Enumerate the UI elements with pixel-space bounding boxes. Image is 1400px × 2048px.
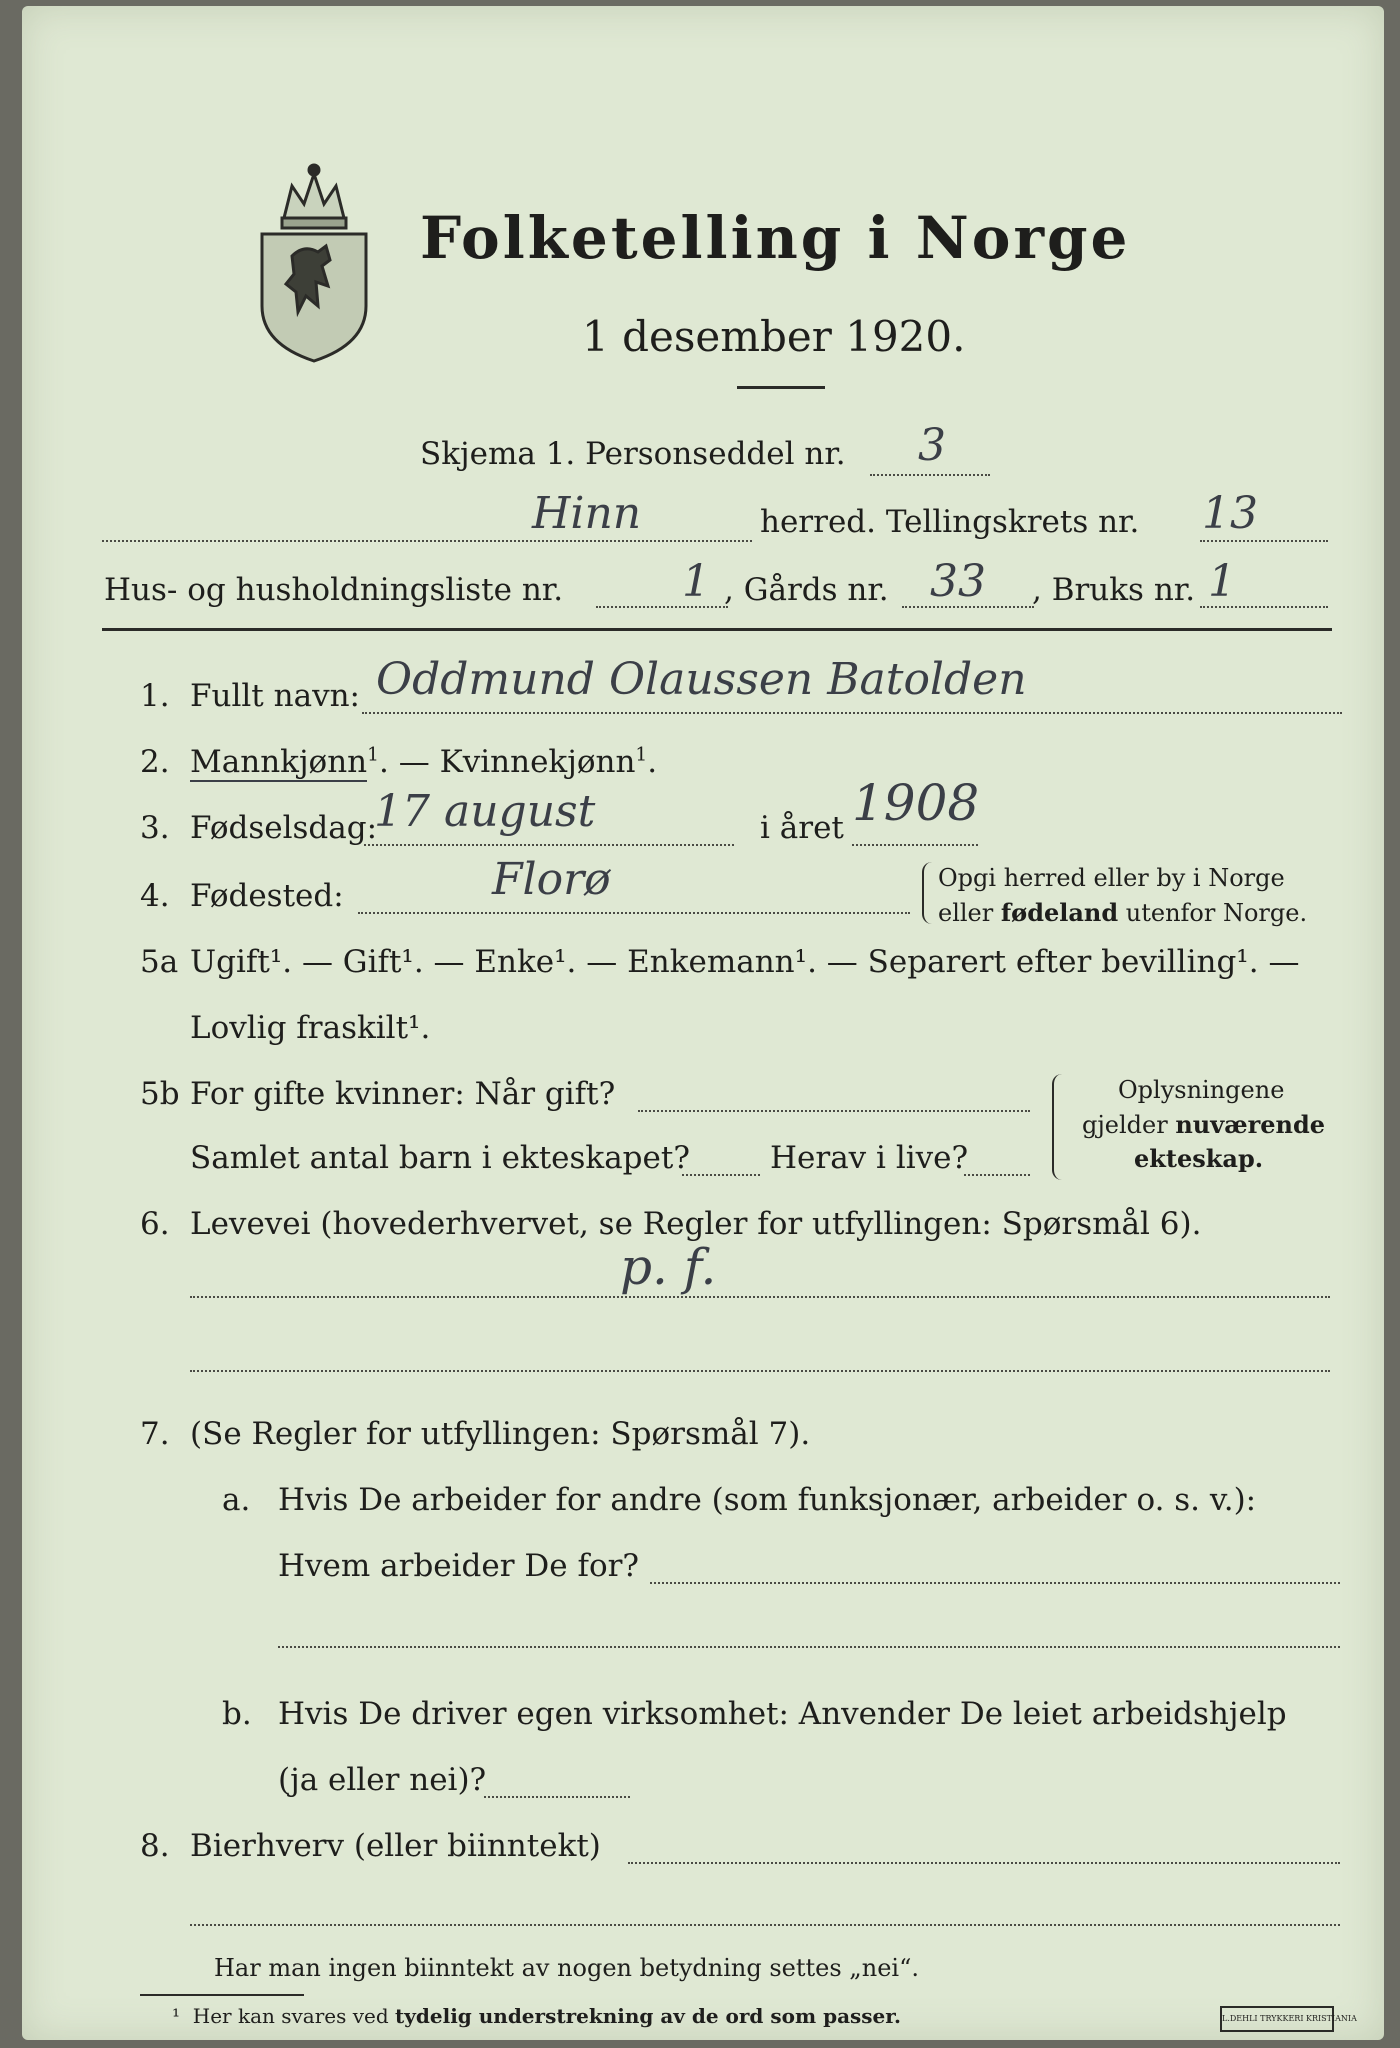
q8-label: Bierhverv (eller biinntekt) — [190, 1828, 601, 1864]
q2-gender-options: Mannkjønn$^1$. — Kvinnekjønn$^1$. — [190, 744, 658, 780]
q5b-married-line — [638, 1110, 1030, 1112]
q4-note-line1: Opgi herred eller by i Norge — [938, 864, 1285, 892]
q7a-line1: Hvis De arbeider for andre (som funksjonær, arbeider o. s. v.): — [278, 1482, 1257, 1518]
q6-line1 — [190, 1296, 1330, 1298]
personseddel-nr[interactable]: 3 — [918, 420, 946, 471]
q6-line2 — [190, 1370, 1330, 1372]
q8-number: 8. — [140, 1828, 170, 1864]
full-name-value[interactable]: Oddmund Olaussen Batolden — [376, 654, 1027, 705]
q5b-brace — [1052, 1074, 1066, 1180]
q6-label: Levevei (hovederhvervet, se Regler for utfyllingen: Spørsmål 6). — [190, 1206, 1202, 1242]
hus-nr[interactable]: 1 — [682, 556, 710, 607]
q7b-number: b. — [222, 1696, 252, 1732]
q7a-line2: Hvem arbeider De for? — [278, 1548, 640, 1584]
census-date: 1 desember 1920. — [582, 312, 966, 361]
q5b-alive-label: Herav i live? — [770, 1140, 969, 1176]
q8-answer-line1 — [628, 1862, 1340, 1864]
q5a-line2: Lovlig fraskilt¹. — [190, 1010, 431, 1046]
q1-label: Fullt navn: — [190, 678, 360, 714]
form-title: Folketelling i Norge — [420, 204, 1131, 272]
q4-brace — [922, 862, 934, 924]
header-divider — [102, 628, 1332, 631]
printer-stamp: L.DEHLI TRYKKERI KRISTIANIA — [1220, 2006, 1334, 2032]
q5b-married-when: For gifte kvinner: Når gift? — [190, 1076, 616, 1112]
q3-number: 3. — [140, 810, 170, 846]
q3-day-line — [364, 844, 734, 846]
q3-year-line — [852, 844, 978, 846]
norwegian-lion-crest-icon — [254, 156, 374, 366]
q7b-answer-line — [484, 1796, 630, 1798]
q5b-children-line — [682, 1174, 760, 1176]
herred-line — [102, 540, 752, 542]
q1-line — [362, 712, 1342, 714]
q4-note-line2: eller fødeland utenfor Norge. — [938, 898, 1308, 927]
q4-number: 4. — [140, 878, 170, 914]
q4-line — [358, 912, 910, 914]
female-option[interactable]: Kvinnekjønn — [439, 744, 636, 780]
herred-label: herred. Tellingskrets nr. — [760, 504, 1140, 540]
q7b-line1: Hvis De driver egen virksomhet: Anvender De leiet arbeidshjelp — [278, 1696, 1287, 1732]
gards-nr[interactable]: 33 — [930, 556, 986, 607]
q6-number: 6. — [140, 1206, 170, 1242]
q5b-note1: Oplysningene — [1118, 1076, 1285, 1104]
q5b-alive-line — [964, 1174, 1030, 1176]
title-divider — [737, 386, 825, 389]
q7a-answer-line2 — [278, 1646, 1340, 1648]
q7a-answer-line1 — [650, 1582, 1340, 1584]
q7b-line2: (ja eller nei)? — [278, 1762, 487, 1798]
tellingskrets-line — [1200, 540, 1328, 542]
q4-label: Fødested: — [190, 878, 344, 914]
q2-number: 2. — [140, 744, 170, 780]
q5b-note3: ekteskap. — [1134, 1144, 1264, 1173]
male-option[interactable]: Mannkjønn — [190, 744, 368, 780]
q7-label: (Se Regler for utfyllingen: Spørsmål 7). — [190, 1416, 811, 1452]
q5a-line1: Ugift¹. — Gift¹. — Enke¹. — Enkemann¹. — Separert efter bevilling¹. — — [190, 944, 1300, 980]
footnote: ¹ Her kan svares ved tydelig understrekning av de ord som passer. — [172, 2004, 901, 2028]
herred-value[interactable]: Hinn — [532, 488, 642, 539]
census-form — [22, 6, 1384, 2040]
personseddel-line — [870, 474, 990, 476]
occupation-value[interactable]: p. f. — [620, 1238, 717, 1296]
q5b-number: 5b — [140, 1076, 180, 1112]
q3-label: Fødselsdag: — [190, 810, 378, 846]
q7a-number: a. — [222, 1482, 251, 1518]
tellingskrets-nr[interactable]: 13 — [1202, 488, 1258, 539]
q5a-number: 5a — [140, 944, 179, 980]
schema-label: Skjema 1. Personseddel nr. — [420, 436, 846, 472]
q7-number: 7. — [140, 1416, 170, 1452]
birth-year-value[interactable]: 1908 — [852, 774, 980, 832]
bruks-nr[interactable]: 1 — [1208, 556, 1236, 607]
bruks-label: , Bruks nr. — [1032, 572, 1196, 608]
q5b-note2: gjelder nuværende — [1082, 1110, 1326, 1139]
q8-answer-line2 — [190, 1924, 1340, 1926]
birthplace-value[interactable]: Florø — [492, 854, 611, 905]
q5b-children-label: Samlet antal barn i ekteskapet? — [190, 1140, 690, 1176]
hus-label: Hus- og husholdningsliste nr. — [104, 572, 564, 608]
q3-year-label: i året — [760, 810, 844, 846]
birth-day-value[interactable]: 17 august — [374, 786, 596, 837]
footnote-divider — [140, 1994, 304, 1996]
q8-note: Har man ingen biinntekt av nogen betydning settes „nei“. — [214, 1954, 919, 1982]
gards-label: , Gårds nr. — [724, 572, 889, 608]
q1-number: 1. — [140, 678, 170, 714]
